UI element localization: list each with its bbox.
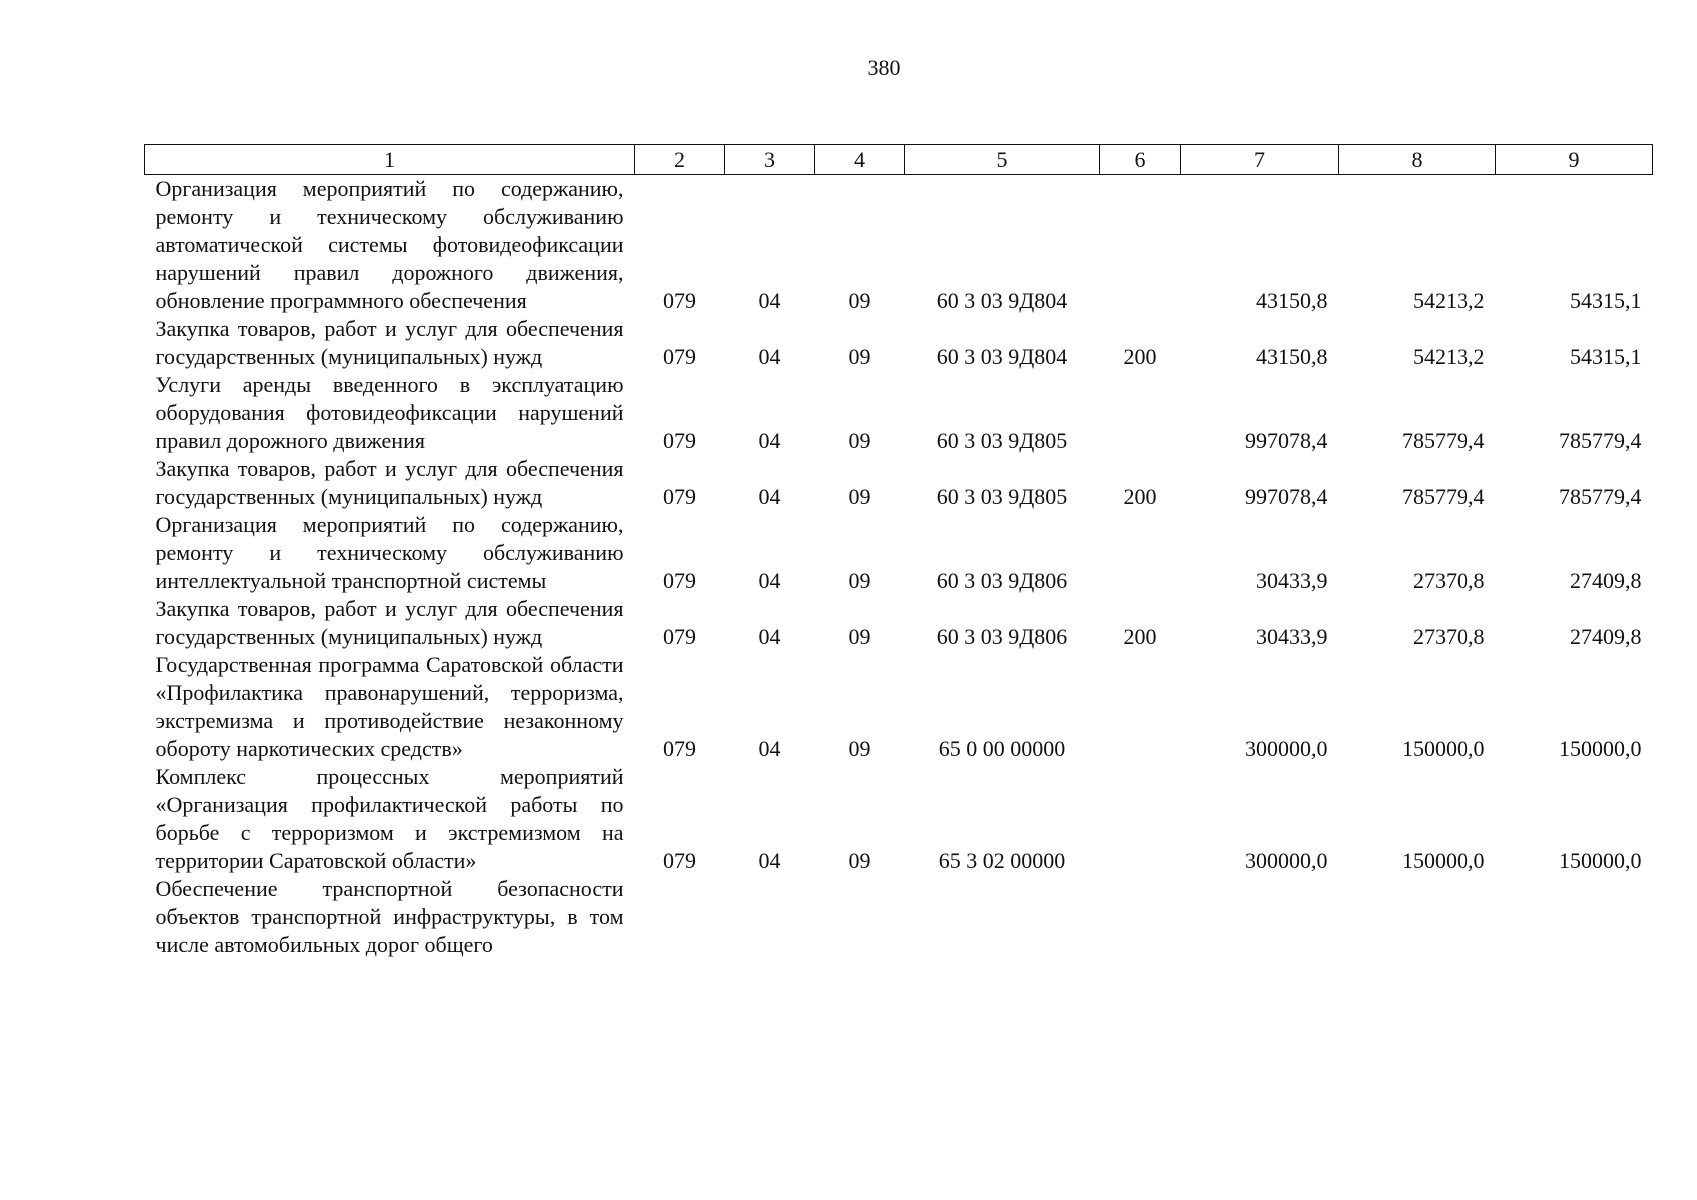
grbs-code (635, 875, 725, 959)
row-description: Закупка товаров, работ и услуг для обеспечения государственных (муниципальных) нужд (155, 596, 624, 649)
subsection-code: 09 (848, 568, 871, 593)
section-code: 04 (758, 484, 781, 509)
target-article-code: 60 3 03 9Д806 (936, 568, 1068, 593)
amount-col-8: 150000,0 (1402, 848, 1485, 873)
amount-col-9: 785779,4 (1559, 428, 1642, 453)
target-article-code: 60 3 03 9Д804 (936, 288, 1068, 313)
amount-col-9: 27409,8 (1570, 568, 1642, 593)
section-code (725, 875, 815, 959)
table-row (145, 455, 1653, 511)
row-description: Обеспечение транспортной безопасности объектов транспортной инфраструктуры, в том числе автомобильных дорог общего (155, 876, 624, 957)
section-code: 04 (758, 736, 781, 761)
amount-col-9: 150000,0 (1559, 848, 1642, 873)
expense-type-code (1100, 651, 1181, 763)
section-code: 04 (758, 428, 781, 453)
subsection-code: 09 (848, 428, 871, 453)
section-code: 04 (758, 568, 781, 593)
expense-type-code (1100, 175, 1181, 316)
row-description: Закупка товаров, работ и услуг для обеспечения государственных (муниципальных) нужд (155, 456, 624, 509)
header-col-9: 9 (1496, 145, 1653, 175)
row-description: Государственная программа Саратовской области «Профилактика правонарушений, терроризма, экстремизма и противодействие незаконному обороту наркотических средств» (155, 652, 624, 761)
table-row (145, 763, 1653, 875)
expense-type-code: 200 (1123, 484, 1157, 509)
header-col-2: 2 (635, 145, 725, 175)
table-row (145, 315, 1653, 371)
grbs-code: 079 (663, 624, 696, 649)
target-article-code: 60 3 03 9Д804 (936, 344, 1068, 369)
target-article-code: 60 3 03 9Д805 (936, 428, 1068, 453)
target-article-code: 65 3 02 00000 (938, 848, 1066, 873)
page-number: 380 (867, 55, 901, 80)
header-col-8: 8 (1339, 145, 1496, 175)
row-description: Закупка товаров, работ и услуг для обеспечения государственных (муниципальных) нужд (155, 316, 624, 369)
grbs-code: 079 (663, 736, 696, 761)
header-row (145, 145, 1653, 175)
expense-type-code (1100, 875, 1181, 959)
target-article-code: 60 3 03 9Д806 (936, 624, 1068, 649)
amount-col-8: 785779,4 (1402, 484, 1485, 509)
amount-col-8: 54213,2 (1413, 288, 1485, 313)
section-code: 04 (758, 288, 781, 313)
amount-col-8: 27370,8 (1413, 624, 1485, 649)
section-code: 04 (758, 624, 781, 649)
amount-col-7: 997078,4 (1245, 484, 1328, 509)
table-row (145, 175, 1653, 316)
grbs-code: 079 (663, 848, 696, 873)
grbs-code: 079 (663, 484, 696, 509)
expense-type-code: 200 (1123, 624, 1157, 649)
amount-col-7: 30433,9 (1256, 624, 1328, 649)
row-description: Комплекс процессных мероприятий «Организация профилактической работы по борьбе с терроризмом и экстремизмом на территории Саратовской области» (155, 764, 624, 873)
row-description: Организация мероприятий по содержанию, ремонту и техническому обслуживанию автоматической системы фотовидеофиксации нарушений правил дорожного движения, обновление программного обеспечения (155, 176, 624, 313)
amount-col-9: 27409,8 (1570, 624, 1642, 649)
amount-col-7: 300000,0 (1245, 736, 1328, 761)
header-col-7: 7 (1181, 145, 1339, 175)
subsection-code: 09 (848, 848, 871, 873)
subsection-code: 09 (848, 288, 871, 313)
row-description: Услуги аренды введенного в эксплуатацию оборудования фотовидеофиксации нарушений правил дорожного движения (155, 372, 624, 453)
budget-table (144, 144, 1653, 959)
table-row (145, 875, 1653, 959)
grbs-code: 079 (663, 428, 696, 453)
amount-col-7: 30433,9 (1256, 568, 1328, 593)
amount-col-7: 43150,8 (1256, 288, 1328, 313)
amount-col-8 (1339, 875, 1496, 959)
amount-col-8: 150000,0 (1402, 736, 1485, 761)
header-col-3: 3 (725, 145, 815, 175)
table-row (145, 651, 1653, 763)
amount-col-9: 150000,0 (1559, 736, 1642, 761)
subsection-code: 09 (848, 344, 871, 369)
amount-col-7: 43150,8 (1256, 344, 1328, 369)
amount-col-7: 997078,4 (1245, 428, 1328, 453)
section-code: 04 (758, 344, 781, 369)
expense-type-code (1100, 763, 1181, 875)
header-col-1: 1 (145, 145, 635, 175)
grbs-code: 079 (663, 568, 696, 593)
expense-type-code (1100, 511, 1181, 595)
target-article-code: 65 0 00 00000 (938, 736, 1066, 761)
amount-col-8: 785779,4 (1402, 428, 1485, 453)
grbs-code: 079 (663, 288, 696, 313)
subsection-code: 09 (848, 736, 871, 761)
amount-col-7 (1181, 875, 1339, 959)
amount-col-9: 785779,4 (1559, 484, 1642, 509)
table-row (145, 511, 1653, 595)
subsection-code: 09 (848, 484, 871, 509)
amount-col-8: 54213,2 (1413, 344, 1485, 369)
header-col-5: 5 (905, 145, 1100, 175)
header-col-4: 4 (815, 145, 905, 175)
subsection-code: 09 (848, 624, 871, 649)
section-code: 04 (758, 848, 781, 873)
row-description: Организация мероприятий по содержанию, ремонту и техническому обслуживанию интеллектуальной транспортной системы (155, 512, 624, 593)
table-row (145, 371, 1653, 455)
target-article-code (905, 875, 1100, 959)
grbs-code: 079 (663, 344, 696, 369)
header-col-6: 6 (1100, 145, 1181, 175)
amount-col-9: 54315,1 (1570, 344, 1642, 369)
amount-col-9 (1496, 875, 1653, 959)
subsection-code (815, 875, 905, 959)
expense-type-code (1100, 371, 1181, 455)
amount-col-8: 27370,8 (1413, 568, 1485, 593)
expense-type-code: 200 (1123, 344, 1157, 369)
table-row (145, 595, 1653, 651)
amount-col-9: 54315,1 (1570, 288, 1642, 313)
amount-col-7: 300000,0 (1245, 848, 1328, 873)
target-article-code: 60 3 03 9Д805 (936, 484, 1068, 509)
